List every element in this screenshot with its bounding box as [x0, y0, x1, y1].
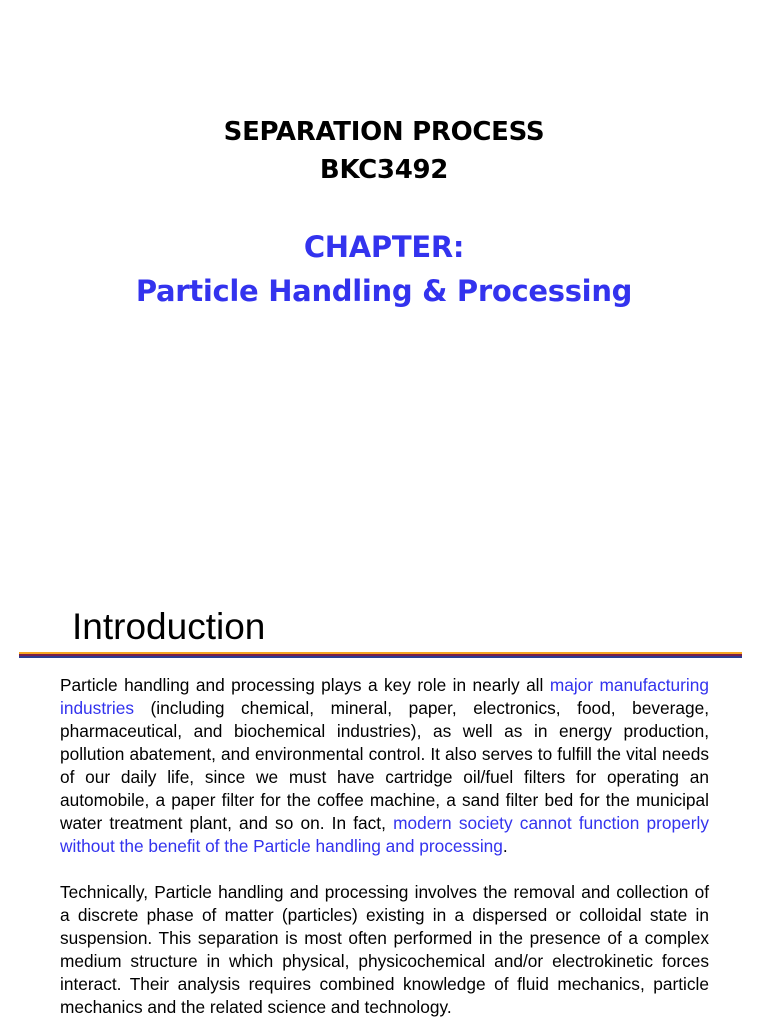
- paragraph-text: Particle handling and processing plays a key role in nearly all: [60, 675, 550, 695]
- section-heading: Introduction: [72, 606, 266, 647]
- paragraph-text: .: [502, 836, 508, 856]
- chapter-label: CHAPTER:: [303, 230, 465, 264]
- course-name: SEPARATION PROCESS: [223, 117, 545, 147]
- paragraph-text: (including chemical, mineral, paper, electronics, food, beverage, pharmaceutical, and biochemical industries), as well as in energy production, pollution abatement, and environmental control. It also serves to fulfill the vital needs of our daily life, since we must have cartridge oil/fuel filters for operating an automobile, a paper filter for the coffee machine, a sand filter bed for the municipal water treatment plant, and so on. In fact,: [60, 698, 709, 833]
- course-code: BKC3492: [319, 155, 449, 185]
- course-title-block: [0, 113, 768, 189]
- highlighted-text: modern society cannot function properly without the benefit of the Particle handling and processing: [60, 813, 709, 856]
- paragraph-intro: [60, 674, 709, 858]
- chapter-block: [0, 225, 768, 313]
- chapter-title: Particle Handling & Processing: [135, 274, 633, 308]
- paragraph-technical: Technically, Particle handling and processing involves the removal and collection of a discrete phase of matter (particles) existing in a dispersed or colloidal state in suspension. This separation is most often performed in the presence of a complex medium structure in which physical, physicochemical and/or electrokinetic forces interact. Their analysis requires combined knowledge of fluid mechanics, particle mechanics and the related science and technology.: [60, 882, 709, 1017]
- divider-line-blue: [19, 656, 742, 658]
- section-divider: [19, 652, 742, 659]
- body-text: [60, 674, 709, 1024]
- highlighted-text: major manufacturing industries: [60, 675, 709, 718]
